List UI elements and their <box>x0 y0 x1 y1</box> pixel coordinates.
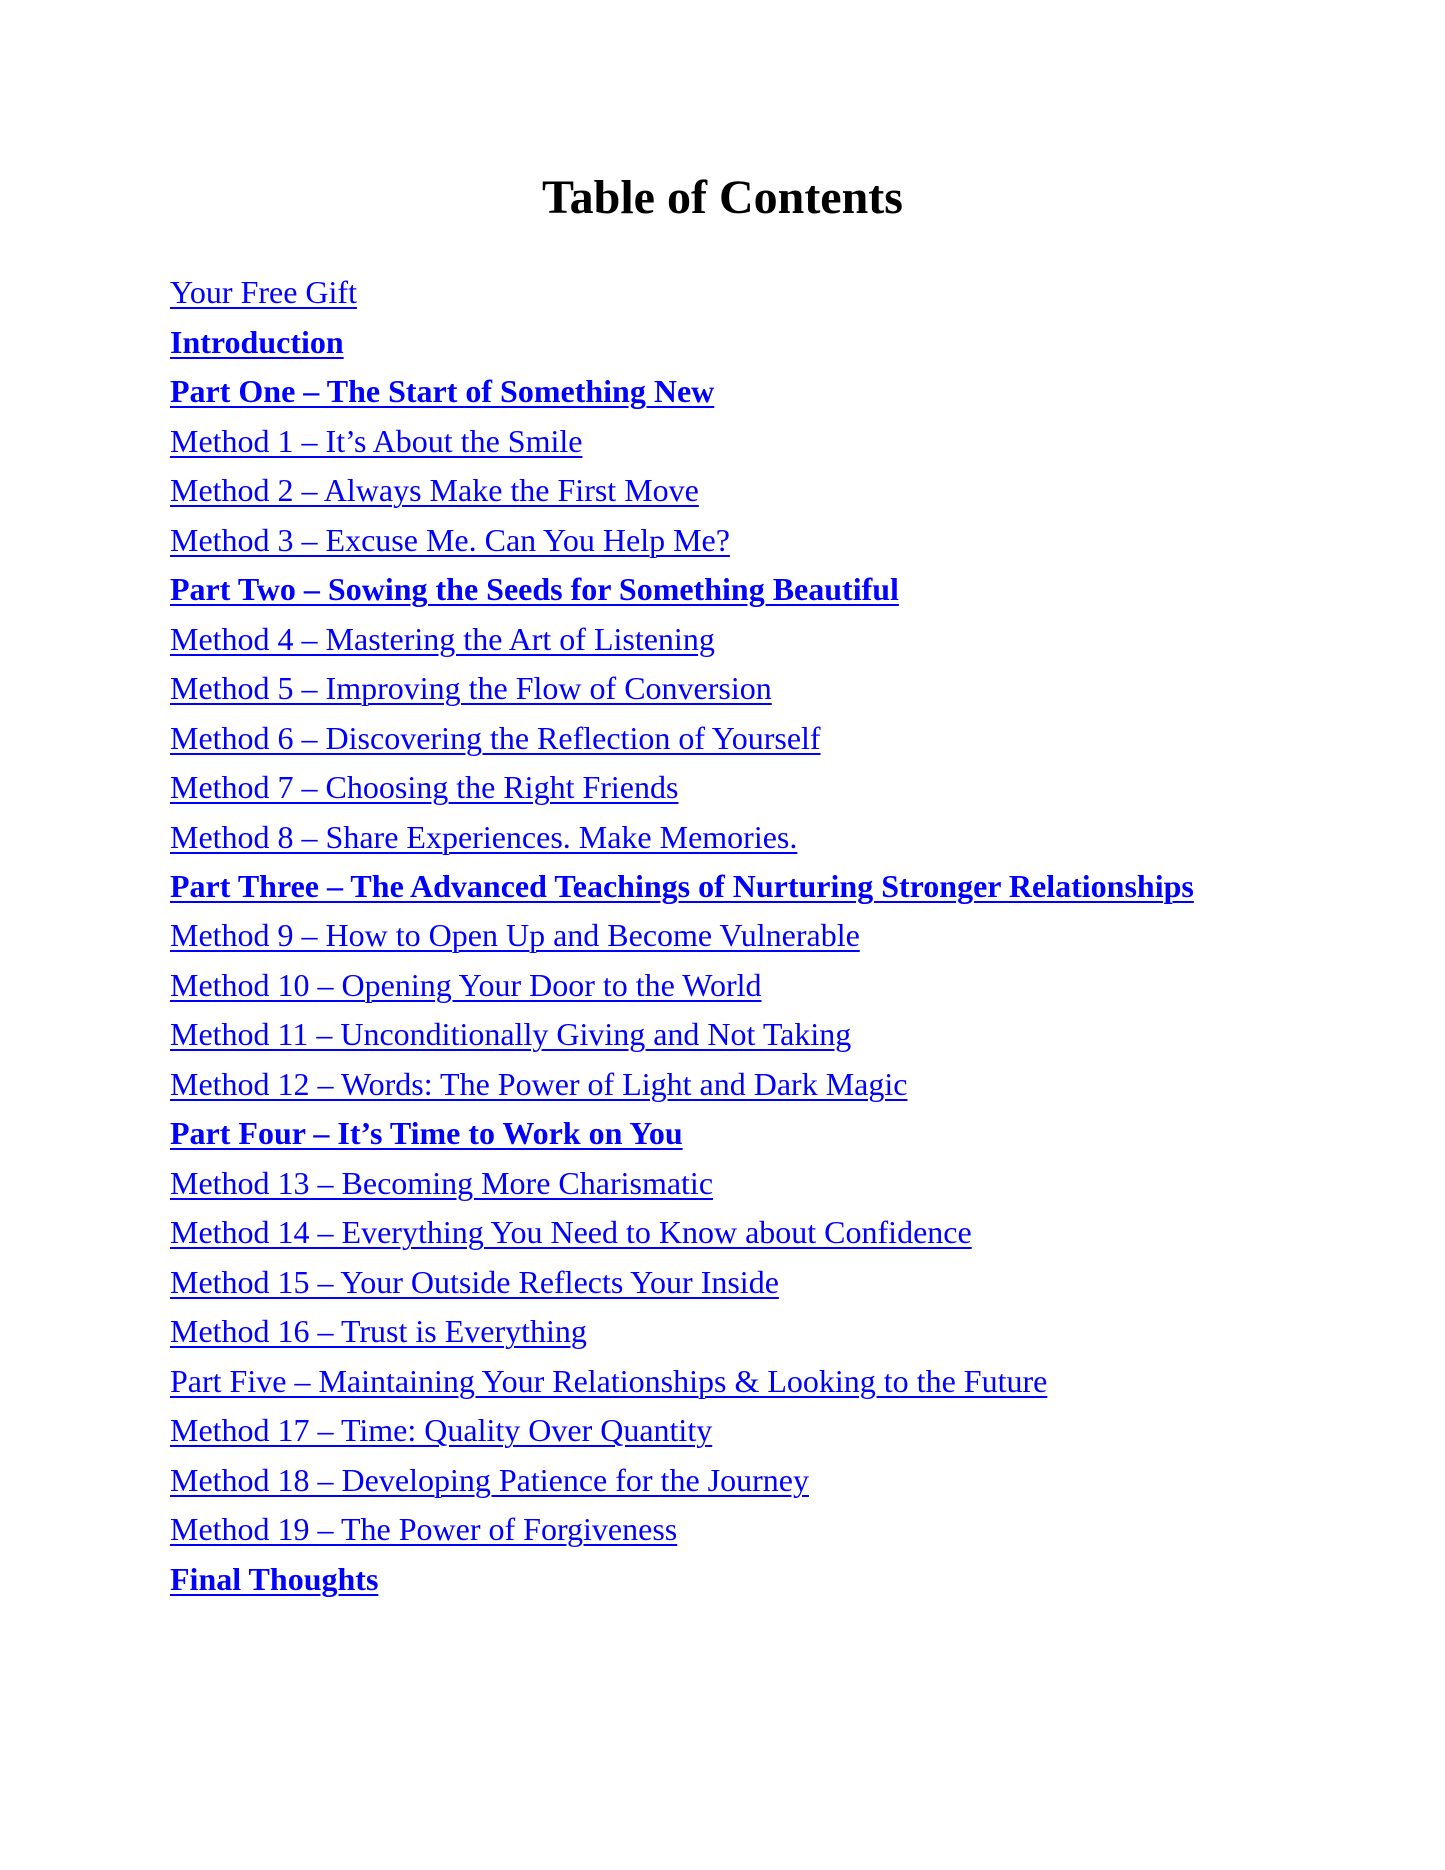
toc-link[interactable]: Method 12 – Words: The Power of Light and Dark Magic <box>170 1065 908 1102</box>
toc-item-method-13 <box>170 1159 1270 1209</box>
toc-link[interactable]: Method 18 – Developing Patience for the Journey <box>170 1461 809 1498</box>
toc-item-method-1 <box>170 417 1270 467</box>
toc-link[interactable]: Method 3 – Excuse Me. Can You Help Me? <box>170 521 730 558</box>
toc-item-part-four <box>170 1109 1270 1159</box>
toc-item-your-free-gift <box>170 268 1270 318</box>
toc-item-method-17 <box>170 1406 1270 1456</box>
toc-item-method-2 <box>170 466 1270 516</box>
toc-item-part-three <box>170 862 1270 911</box>
toc-item-method-7 <box>170 763 1270 813</box>
toc-link[interactable]: Method 5 – Improving the Flow of Conversion <box>170 670 772 706</box>
toc-item-method-14 <box>170 1208 1270 1258</box>
toc-list <box>170 268 1270 1604</box>
toc-link[interactable]: Part Five – Maintaining Your Relationships & Looking to the Future <box>170 1362 1048 1399</box>
toc-item-method-9 <box>170 911 1270 961</box>
toc-item-method-16 <box>170 1307 1270 1357</box>
toc-item-part-two <box>170 565 1270 615</box>
toc-link[interactable]: Part Four – It’s Time to Work on You <box>170 1115 683 1151</box>
toc-link[interactable]: Method 17 – Time: Quality Over Quantity <box>170 1412 713 1448</box>
toc-item-method-4 <box>170 615 1270 665</box>
toc-item-method-10 <box>170 961 1270 1011</box>
page-title: Table of Contents <box>542 171 903 224</box>
toc-item-introduction <box>170 318 1270 368</box>
toc-link[interactable]: Method 8 – Share Experiences. Make Memories. <box>170 818 798 855</box>
toc-link[interactable]: Method 15 – Your Outside Reflects Your Inside <box>170 1263 779 1300</box>
toc-link[interactable]: Method 7 – Choosing the Right Friends <box>170 769 679 805</box>
toc-item-method-15 <box>170 1258 1270 1308</box>
toc-item-part-one <box>170 367 1270 417</box>
toc-item-method-3 <box>170 516 1270 566</box>
toc-link[interactable]: Method 19 – The Power of Forgiveness <box>170 1511 678 1547</box>
toc-item-method-11 <box>170 1010 1270 1060</box>
toc-link[interactable]: Method 13 – Becoming More Charismatic <box>170 1164 714 1201</box>
toc-item-method-6 <box>170 714 1270 764</box>
toc-link[interactable]: Final Thoughts <box>170 1560 379 1597</box>
toc-link[interactable]: Part Three – The Advanced Teachings of Nurturing Stronger Relationships <box>170 868 1194 904</box>
toc-link[interactable]: Part Two – Sowing the Seeds for Something Beautiful <box>170 571 899 607</box>
toc-link[interactable]: Method 10 – Opening Your Door to the World <box>170 966 762 1003</box>
toc-link[interactable]: Method 16 – Trust is Everything <box>170 1313 587 1349</box>
toc-link[interactable]: Your Free Gift <box>170 274 357 310</box>
toc-link[interactable]: Method 6 – Discovering the Reflection of Yourself <box>170 719 821 756</box>
toc-link[interactable]: Method 14 – Everything You Need to Know about Confidence <box>170 1214 972 1250</box>
toc-item-method-19 <box>170 1505 1270 1555</box>
toc-link[interactable]: Introduction <box>170 323 344 360</box>
toc-item-method-12 <box>170 1060 1270 1110</box>
toc-item-method-18 <box>170 1456 1270 1506</box>
toc-link[interactable]: Part One – The Start of Something New <box>170 373 715 409</box>
toc-item-final-thoughts <box>170 1555 1270 1605</box>
toc-link[interactable]: Method 1 – It’s About the Smile <box>170 422 583 459</box>
toc-link[interactable]: Method 9 – How to Open Up and Become Vulnerable <box>170 917 860 953</box>
toc-link[interactable]: Method 2 – Always Make the First Move <box>170 472 699 508</box>
toc-item-method-5 <box>170 664 1270 714</box>
toc-item-method-8 <box>170 813 1270 863</box>
toc-item-part-five <box>170 1357 1270 1407</box>
toc-link[interactable]: Method 4 – Mastering the Art of Listening <box>170 620 715 657</box>
toc-link[interactable]: Method 11 – Unconditionally Giving and Not Taking <box>170 1016 852 1052</box>
